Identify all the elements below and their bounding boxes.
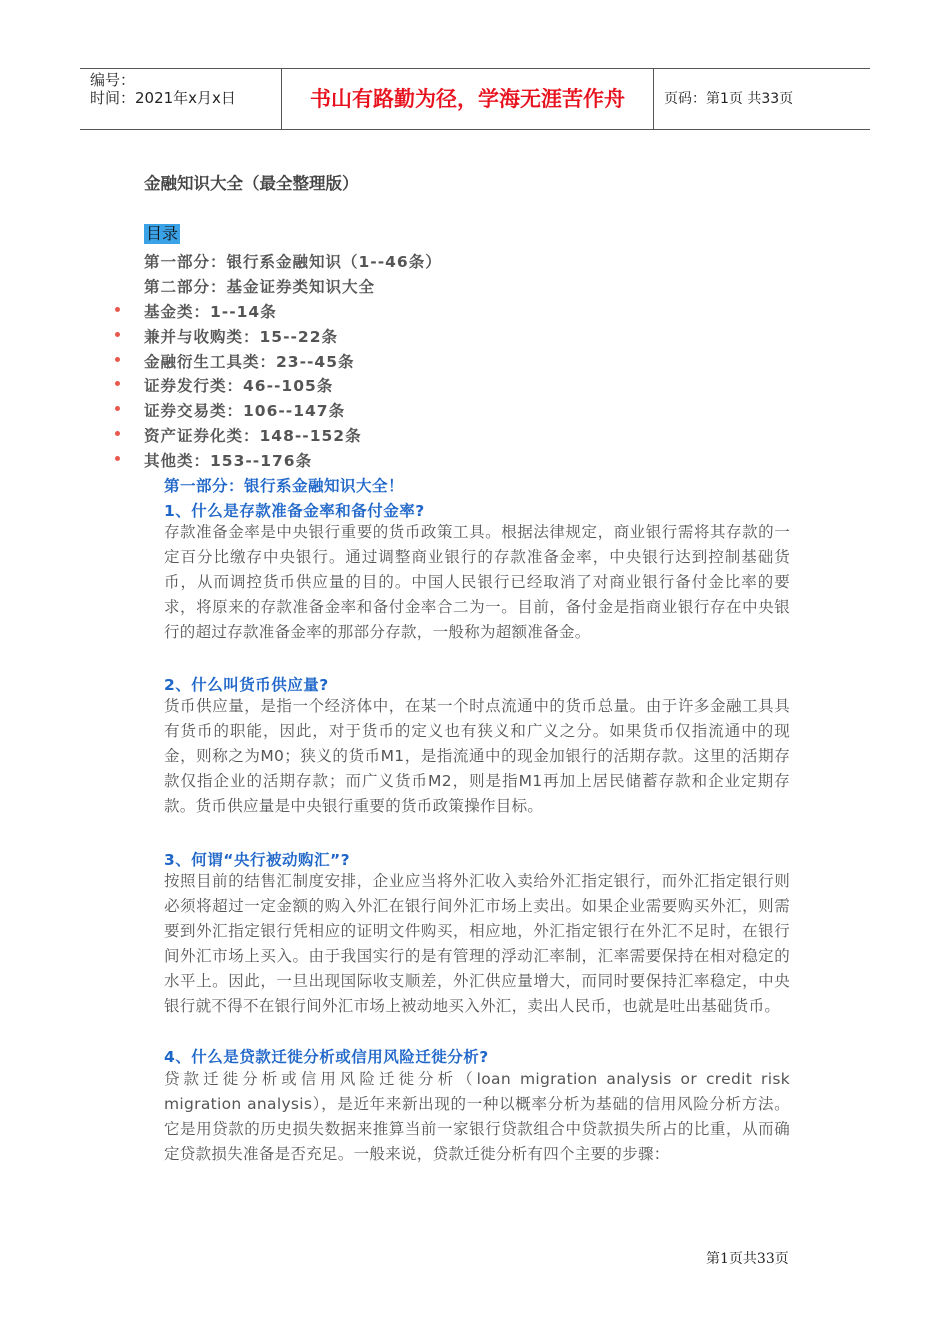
document-title: 金融知识大全（最全整理版） <box>144 174 359 193</box>
toc-item[interactable]: 基金类：1--14条 <box>144 300 277 322</box>
toc-part-2[interactable]: 第二部分：基金证券类知识大全 <box>144 278 376 296</box>
bullet-icon <box>115 406 120 411</box>
toc-item[interactable]: 金融衍生工具类：23--45条 <box>144 350 355 372</box>
number-label: 编号： <box>90 71 136 89</box>
toc-item[interactable]: 资产证券化类：148--152条 <box>144 424 362 446</box>
time-label: 时间：2021年x月x日 <box>90 89 236 107</box>
header-meta <box>80 69 282 129</box>
bullet-icon <box>115 357 120 362</box>
toc-item[interactable]: 证券发行类：46--105条 <box>144 374 333 396</box>
question-3-body: 按照目前的结售汇制度安排，企业应当将外汇收入卖给外汇指定银行，而外汇指定银行则必须将超过一定金额的购入外汇在银行间外汇市场上卖出。如果企业需要购买外汇，则需要到外汇指定银行凭相应的证明文件购买，相应地，外汇指定银行在外汇不足时，在银行间外汇市场上买入。由于我国实行的是有管理的浮动汇率制，汇率需要保持在相对稳定的水平上。因此，一旦出现国际收支顺差，外汇供应量增大，而同时要保持汇率稳定，中央银行就不得不在银行间外汇市场上被动地买入外汇，卖出人民币，也就是吐出基础货币。 <box>164 872 790 1015</box>
bullet-icon <box>115 431 120 436</box>
section-title: 第一部分：银行系金融知识大全！ <box>164 477 405 495</box>
question-1-body: 存款准备金率是中央银行重要的货币政策工具。根据法律规定，商业银行需将其存款的一定百分比缴存中央银行。通过调整商业银行的存款准备金率，中央银行达到控制基础货币，从而调控货币供应量的目的。中国人民银行已经取消了对商业银行备付金比率的要求，将原来的存款准备金率和备付金率合二为一。目前，备付金是指商业银行存在中央银行的超过存款准备金率的那部分存款，一般称为超额准备金。 <box>164 523 790 641</box>
toc-item[interactable]: 证券交易类：106--147条 <box>144 399 345 421</box>
bullet-icon <box>115 381 120 386</box>
toc-item[interactable]: 其他类：153--176条 <box>144 449 312 471</box>
page-footer: 第1页共33页 <box>706 1251 789 1267</box>
toc-item[interactable]: 兼并与收购类：15--22条 <box>144 325 338 347</box>
question-2-title: 2、什么叫货币供应量? <box>164 676 329 694</box>
bullet-icon <box>115 332 120 337</box>
question-4-title: 4、什么是贷款迁徙分析或信用风险迁徙分析? <box>164 1048 489 1066</box>
header-motto: 书山有路勤为径，学海无涯苦作舟 <box>282 69 654 129</box>
toc-heading[interactable]: 目录 <box>146 224 179 243</box>
question-3-title: 3、何谓“央行被动购汇”? <box>164 851 351 869</box>
bullet-icon <box>115 456 120 461</box>
question-2-body: 货币供应量，是指一个经济体中，在某一个时点流通中的货币总量。由于许多金融工具具有货币的职能，因此，对于货币的定义也有狭义和广义之分。如果货币仅指流通中的现金，则称之为M0；狭义的货币M1，是指流通中的现金加银行的活期存款。这里的活期存款仅指企业的活期存款；而广义货币M2，则是指M1再加上居民储蓄存款和企业定期存款。货币供应量是中央银行重要的货币政策操作目标。 <box>164 697 790 815</box>
question-1-title: 1、什么是存款准备金率和备付金率? <box>164 502 425 520</box>
header-page-info: 页码：第1页 共33页 <box>664 91 794 107</box>
toc-part-1[interactable]: 第一部分：银行系金融知识（1--46条） <box>144 253 442 271</box>
bullet-icon <box>115 307 120 312</box>
page-header <box>80 68 870 130</box>
question-4-body: 贷款迁徙分析或信用风险迁徙分析（loan migration analysis or credit risk migration analysis），是近年来新出现的一种以概率分析为基础的信用风险分析方法。它是用贷款的历史损失数据来推算当前一家银行贷款组合中贷款损失所占的比重，从而确定贷款损失准备是否充足。一般来说，贷款迁徙分析有四个主要的步骤： <box>164 1070 790 1163</box>
